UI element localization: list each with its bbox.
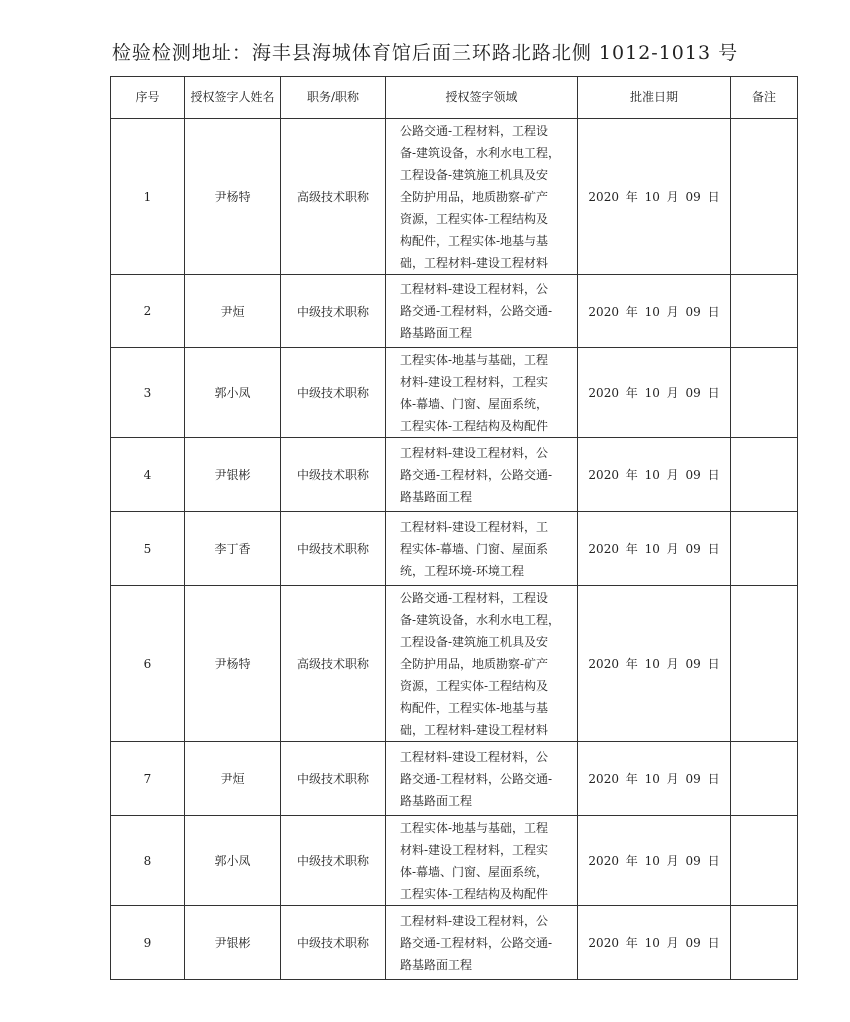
row-title: 中级技术职称 xyxy=(281,742,386,816)
row-remark xyxy=(731,816,798,906)
row-no: 9 xyxy=(111,906,185,980)
row-date: 2020 年 10 月 09 日 xyxy=(578,906,731,980)
row-scope: 公路交通-工程材料，工程设 备-建筑设备，水利水电工程， 工程设备-建筑施工机具及安 全防护用品，地质勘察-矿产 资源，工程实体-工程结构及 构配件，工程实体-地基与基 础，工程材料-建设工程材料 xyxy=(386,119,578,275)
row-name: 李丁香 xyxy=(185,512,281,586)
col-header-title: 职务/职称 xyxy=(281,77,386,119)
table-row xyxy=(111,275,798,348)
table-row xyxy=(111,586,798,742)
row-remark xyxy=(731,742,798,816)
row-scope: 工程材料-建设工程材料，公 路交通-工程材料，公路交通- 路基路面工程 xyxy=(386,275,578,348)
row-date: 2020 年 10 月 09 日 xyxy=(578,438,731,512)
row-date: 2020 年 10 月 09 日 xyxy=(578,348,731,438)
table-row xyxy=(111,348,798,438)
row-date: 2020 年 10 月 09 日 xyxy=(578,512,731,586)
row-date: 2020 年 10 月 09 日 xyxy=(578,816,731,906)
row-scope: 工程实体-地基与基础，工程 材料-建设工程材料，工程实 体-幕墙、门窗、屋面系统， 工程实体-工程结构及构配件 xyxy=(386,348,578,438)
row-title: 中级技术职称 xyxy=(281,816,386,906)
col-header-remark: 备注 xyxy=(731,77,798,119)
row-scope: 工程材料-建设工程材料，公 路交通-工程材料，公路交通- 路基路面工程 xyxy=(386,906,578,980)
col-header-date: 批准日期 xyxy=(578,77,731,119)
row-title: 中级技术职称 xyxy=(281,906,386,980)
row-name: 郭小凤 xyxy=(185,816,281,906)
row-name: 尹银彬 xyxy=(185,438,281,512)
col-header-scope: 授权签字领域 xyxy=(386,77,578,119)
row-no: 8 xyxy=(111,816,185,906)
row-date: 2020 年 10 月 09 日 xyxy=(578,275,731,348)
row-name: 尹烜 xyxy=(185,275,281,348)
signatory-table xyxy=(110,76,798,980)
row-name: 尹烜 xyxy=(185,742,281,816)
table-row xyxy=(111,512,798,586)
row-name: 郭小凤 xyxy=(185,348,281,438)
row-no: 5 xyxy=(111,512,185,586)
row-scope: 工程实体-地基与基础，工程 材料-建设工程材料，工程实 体-幕墙、门窗、屋面系统， 工程实体-工程结构及构配件 xyxy=(386,816,578,906)
row-no: 7 xyxy=(111,742,185,816)
row-title: 中级技术职称 xyxy=(281,512,386,586)
row-no: 4 xyxy=(111,438,185,512)
row-date: 2020 年 10 月 09 日 xyxy=(578,586,731,742)
table-row xyxy=(111,119,798,275)
row-name: 尹银彬 xyxy=(185,906,281,980)
row-remark xyxy=(731,348,798,438)
row-scope: 公路交通-工程材料，工程设 备-建筑设备，水利水电工程， 工程设备-建筑施工机具及安 全防护用品，地质勘察-矿产 资源，工程实体-工程结构及 构配件，工程实体-地基与基 础，工程材料-建设工程材料 xyxy=(386,586,578,742)
row-remark xyxy=(731,119,798,275)
row-remark xyxy=(731,438,798,512)
row-title: 高级技术职称 xyxy=(281,119,386,275)
row-remark xyxy=(731,586,798,742)
row-no: 6 xyxy=(111,586,185,742)
row-date: 2020 年 10 月 09 日 xyxy=(578,119,731,275)
row-remark xyxy=(731,275,798,348)
table-header-row xyxy=(111,77,798,119)
row-date: 2020 年 10 月 09 日 xyxy=(578,742,731,816)
row-title: 中级技术职称 xyxy=(281,275,386,348)
table-row xyxy=(111,816,798,906)
row-name: 尹杨特 xyxy=(185,586,281,742)
row-scope: 工程材料-建设工程材料，公 路交通-工程材料，公路交通- 路基路面工程 xyxy=(386,742,578,816)
col-header-no: 序号 xyxy=(111,77,185,119)
document-header-address: 检验检测地址：海丰县海城体育馆后面三环路北路北侧 1012-1013 号 xyxy=(111,42,739,64)
row-name: 尹杨特 xyxy=(185,119,281,275)
row-scope: 工程材料-建设工程材料，公 路交通-工程材料，公路交通- 路基路面工程 xyxy=(386,438,578,512)
table-row xyxy=(111,742,798,816)
row-title: 中级技术职称 xyxy=(281,438,386,512)
row-title: 中级技术职称 xyxy=(281,348,386,438)
row-scope: 工程材料-建设工程材料，工 程实体-幕墙、门窗、屋面系 统，工程环境-环境工程 xyxy=(386,512,578,586)
col-header-name: 授权签字人姓名 xyxy=(185,77,281,119)
row-no: 2 xyxy=(111,275,185,348)
row-title: 高级技术职称 xyxy=(281,586,386,742)
table-row xyxy=(111,438,798,512)
table-row xyxy=(111,906,798,980)
row-no: 1 xyxy=(111,119,185,275)
row-remark xyxy=(731,512,798,586)
row-no: 3 xyxy=(111,348,185,438)
row-remark xyxy=(731,906,798,980)
